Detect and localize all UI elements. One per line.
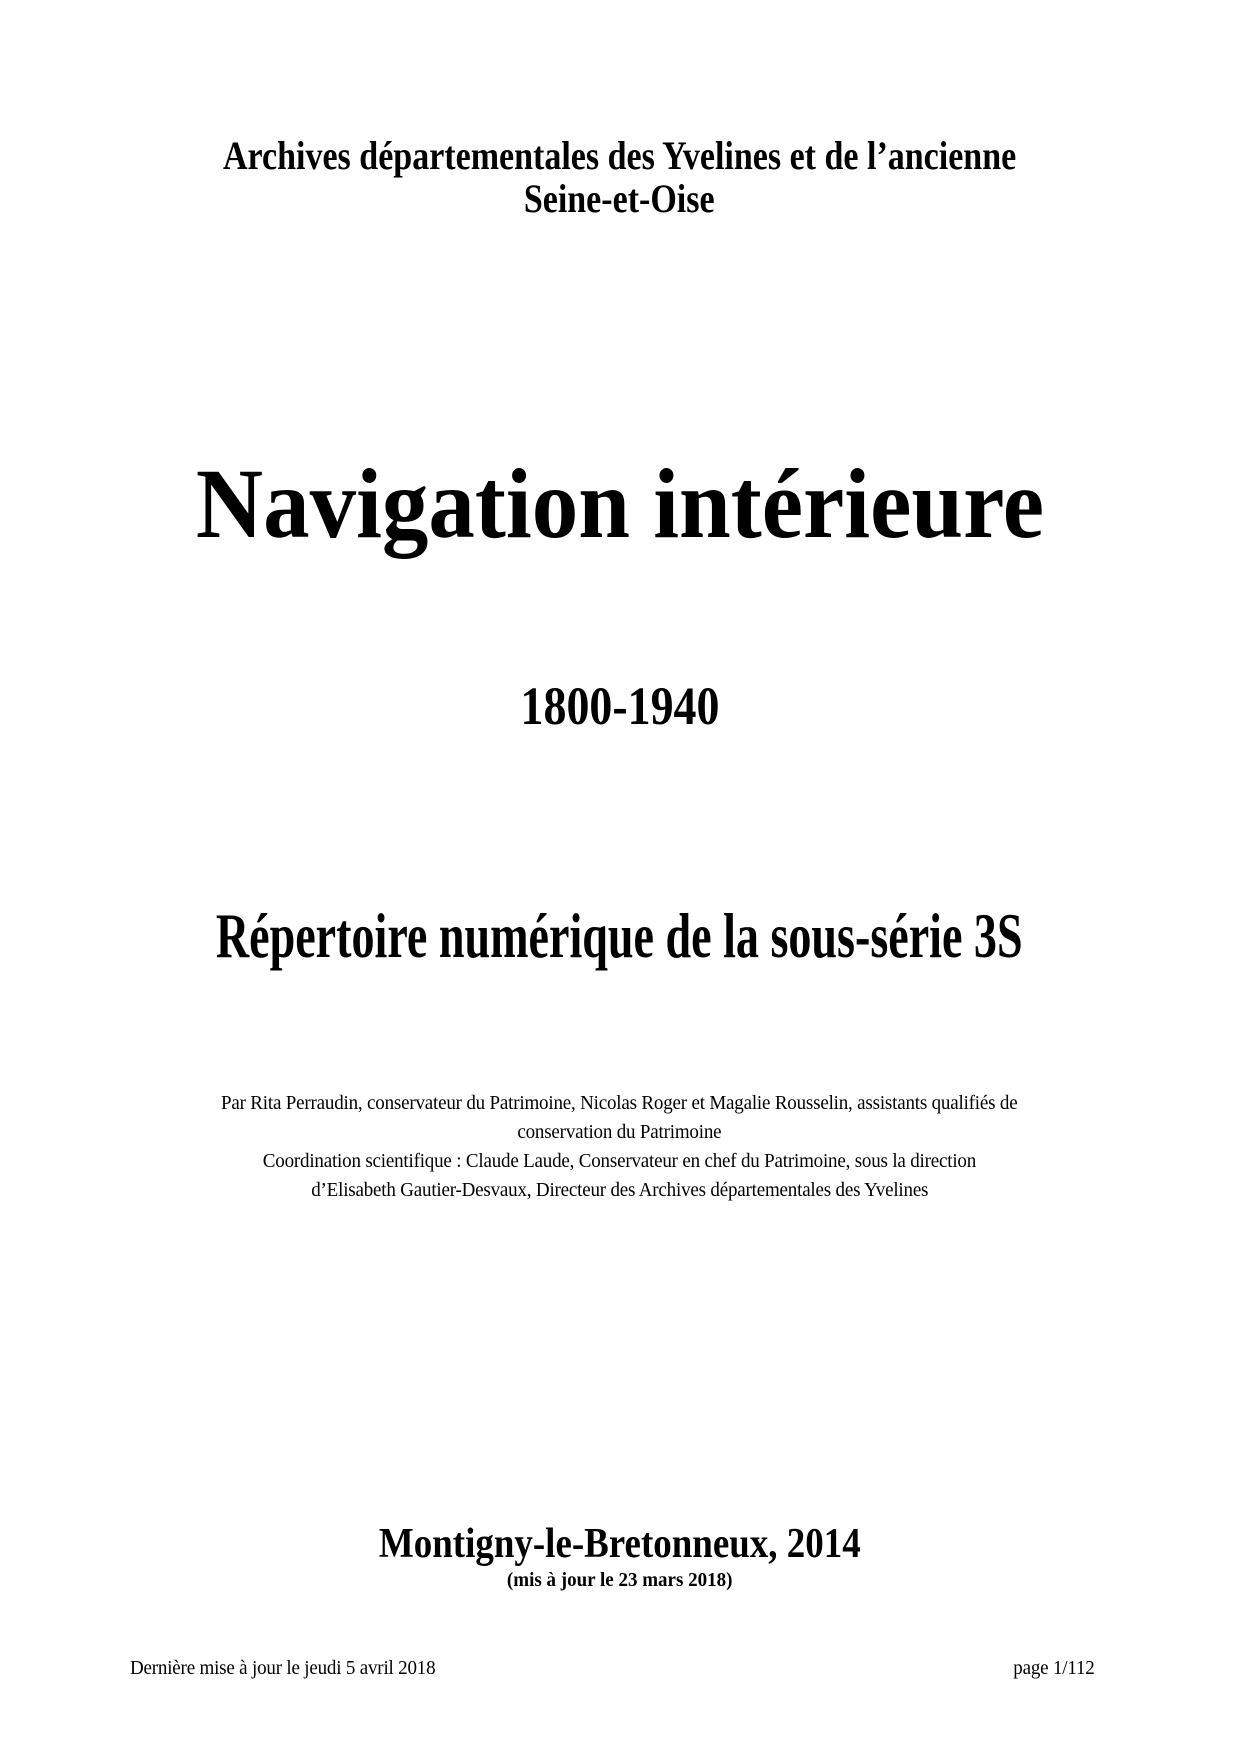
credits-line: d’Elisabeth Gautier-Desvaux, Directeur des Archives départementales des Yvelines <box>310 1179 929 1201</box>
footer-last-update: Dernière mise à jour le jeudi 5 avril 2018 <box>130 1657 436 1679</box>
date-range: 1800-1940 <box>520 676 719 736</box>
credits-line: Par Rita Perraudin, conservateur du Patrimoine, Nicolas Roger et Magalie Rousselin, assistants qualifiés de <box>221 1092 1018 1114</box>
page-footer <box>130 1656 1095 1680</box>
credits-block <box>0 1089 1239 1205</box>
imprint-place-year: Montigny-le-Bretonneux, 2014 <box>378 1521 861 1567</box>
credits-line: Coordination scientifique : Claude Laude, Conservateur en chef du Patrimoine, sous la direction <box>262 1150 977 1172</box>
institution-header <box>0 134 1239 220</box>
imprint-update-note: (mis à jour le 23 mars 2018) <box>506 1569 733 1591</box>
credits-line: conservation du Patrimoine <box>517 1121 722 1143</box>
document-title: Navigation intérieure <box>195 448 1044 559</box>
footer-page-indicator: page 1/112 <box>1013 1657 1095 1679</box>
document-subtitle: Répertoire numérique de la sous-série 3S <box>216 900 1023 971</box>
institution-header-line1: Archives départementales des Yvelines et de l’ancienne <box>222 133 1017 178</box>
institution-header-line2: Seine-et-Oise <box>524 176 715 221</box>
